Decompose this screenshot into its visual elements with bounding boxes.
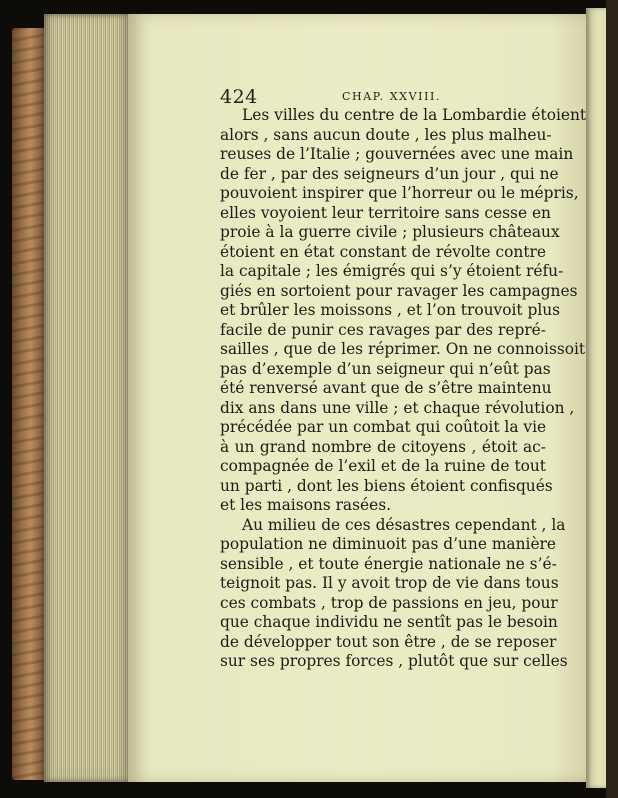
text-line: alors , sans aucun doute , les plus malheu- [220,125,552,144]
text-line: et brûler les moissons , et l’on trouvoit plus [220,301,561,320]
running-head: CHAP. XXVIII. [342,90,442,103]
book-cover-edge [12,28,46,780]
text-line: précédée par un combat qui coûtoit la vie [220,418,547,437]
text-line: compagnée de l’exil et de la ruine de tout [220,457,546,476]
text-line: sailles , que de les réprimer. On ne connoissoit [220,340,586,359]
text-line: reuses de l’Italie ; gouvernées avec une main [220,145,574,164]
text-line: Au milieu de ces désastres cependant , la [242,515,566,534]
body-text [220,106,587,672]
text-line: Les villes du centre de la Lombardie étoient [242,106,587,124]
text-line: facile de punir ces ravages par des repré- [220,320,546,339]
text-line: ces combats , trop de passions en jeu, pour [220,593,558,612]
text-line: de fer , par des seigneurs d’un jour , qui ne [220,164,559,183]
text-line: proie à la guerre civile ; plusieurs châteaux [220,223,560,242]
text-line: de développer tout son être , de se reposer [220,632,557,651]
page-stack-edge [44,14,130,782]
text-line: elles voyoient leur territoire sans cesse en [220,203,551,222]
text-line: pouvoient inspirer que l’horreur ou le mépris, [220,184,579,203]
text-line: teignoit pas. Il y avoit trop de vie dans tous [220,574,559,593]
text-line: giés en sortoient pour ravager les campagnes [220,281,578,300]
text-line: la capitale ; les émigrés qui s’y étoient réfu- [220,262,564,281]
page-header [220,86,532,108]
text-line: été renversé avant que de s’être maintenu [220,379,552,398]
text-line: un parti , dont les biens étoient confisqués [220,476,553,495]
text-line: que chaque individu ne sentît pas le besoin [220,613,558,632]
scan-border [606,0,618,798]
page-number: 424 [220,86,258,108]
text-line: étoient en état constant de révolte contre [220,242,546,261]
text-line: sur ses propres forces , plutôt que sur celles [220,652,568,671]
text-line: population ne diminuoit pas d’une manière [220,535,557,554]
text-line: pas d’exemple d’un seigneur qui n’eût pas [220,359,551,378]
text-line: dix ans dans une ville ; et chaque révolution , [220,398,575,417]
text-line: à un grand nombre de citoyens , étoit ac- [220,437,546,456]
text-line: sensible , et toute énergie nationale ne s’é- [220,554,557,573]
text-line: et les maisons rasées. [220,496,392,515]
